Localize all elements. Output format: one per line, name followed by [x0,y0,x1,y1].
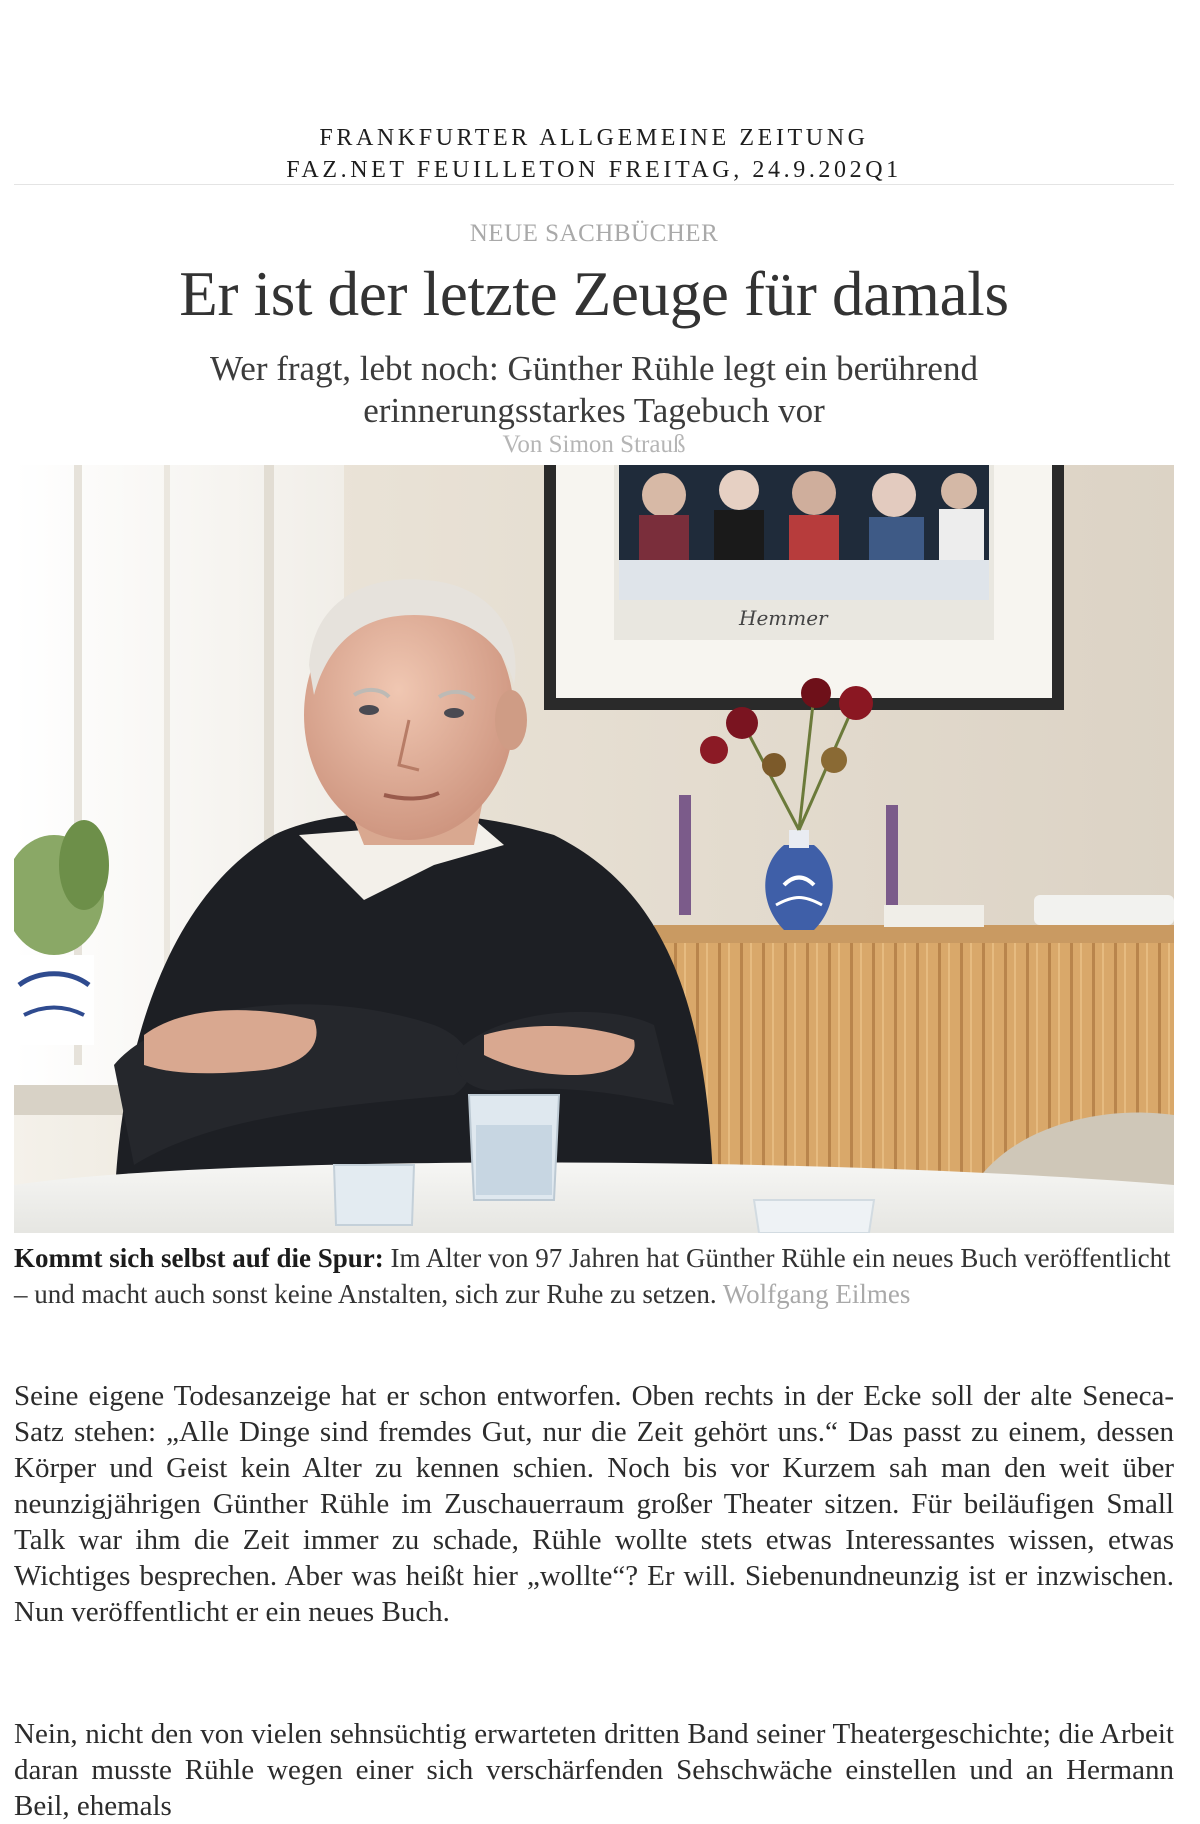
body-paragraph-2: Nein, nicht den von vielen sehnsüchtig erwarteten dritten Band seiner Theatergeschichte; die Arbeit daran musste Rühle wegen einer sich verschärfenden Sehschwäche einstellen und an Hermann Beil, ehemals [14,1718,1174,1822]
article-photo [14,465,1174,1233]
article-subhead: Wer fragt, lebt noch: Günther Rühle legt ein berührend erinnerungsstarkes Tagebuch vor [210,349,978,430]
framed-painting [544,465,1064,710]
article-byline[interactable]: Von Simon Strauß [502,431,686,458]
article-kicker: NEUE SACHBÜCHER [469,220,719,247]
caption-text: Im Alter von 97 Jahren hat Günther Rühle ein neues Buch veröffentlicht – und macht auch sonst keine Anstalten, sich zur Ruhe zu setzen. [14,1243,1171,1309]
masthead-section-date: FAZ.NET FEUILLETON FREITAG, 24.9.202Q1 [286,157,902,183]
caption-credit: Wolfgang Eilmes [722,1279,911,1309]
candlestick-right [886,805,898,915]
masthead [14,122,1174,186]
photo-caption [14,1240,1174,1312]
article-headline: Er ist der letzte Zeuge für damals [179,259,1009,329]
masthead-divider [14,184,1174,185]
caption-lead: Kommt sich selbst auf die Spur: [14,1243,384,1273]
body-paragraph-1: Seine eigene Todesanzeige hat er schon entworfen. Oben rechts in der Ecke soll der alte Seneca-Satz stehen: „Alle Dinge sind fremdes Gut, nur die Zeit gehört uns.“ Das passt zu einem, dessen Körper und Geist kein Alter zu kennen schien. Noch bis vor Kurzem sah man den weit über neunzigjährigen Günther Rühle im Zuschauerraum großer Theater sitzen. Für beiläufigen Small Talk war ihm die Zeit immer zu schade, Rühle wollte stets etwas Interessantes wissen, etwas Wichtiges besprechen. Aber was heißt hier „wollte“? Er will. Siebenundneunzig ist er inzwischen. Nun veröffentlicht er ein neues Buch. [14,1380,1174,1628]
candlestick-left [679,795,691,915]
masthead-title: FRANKFURTER ALLGEMEINE ZEITUNG [319,125,869,151]
painting-signature: Hemmer [739,606,828,630]
